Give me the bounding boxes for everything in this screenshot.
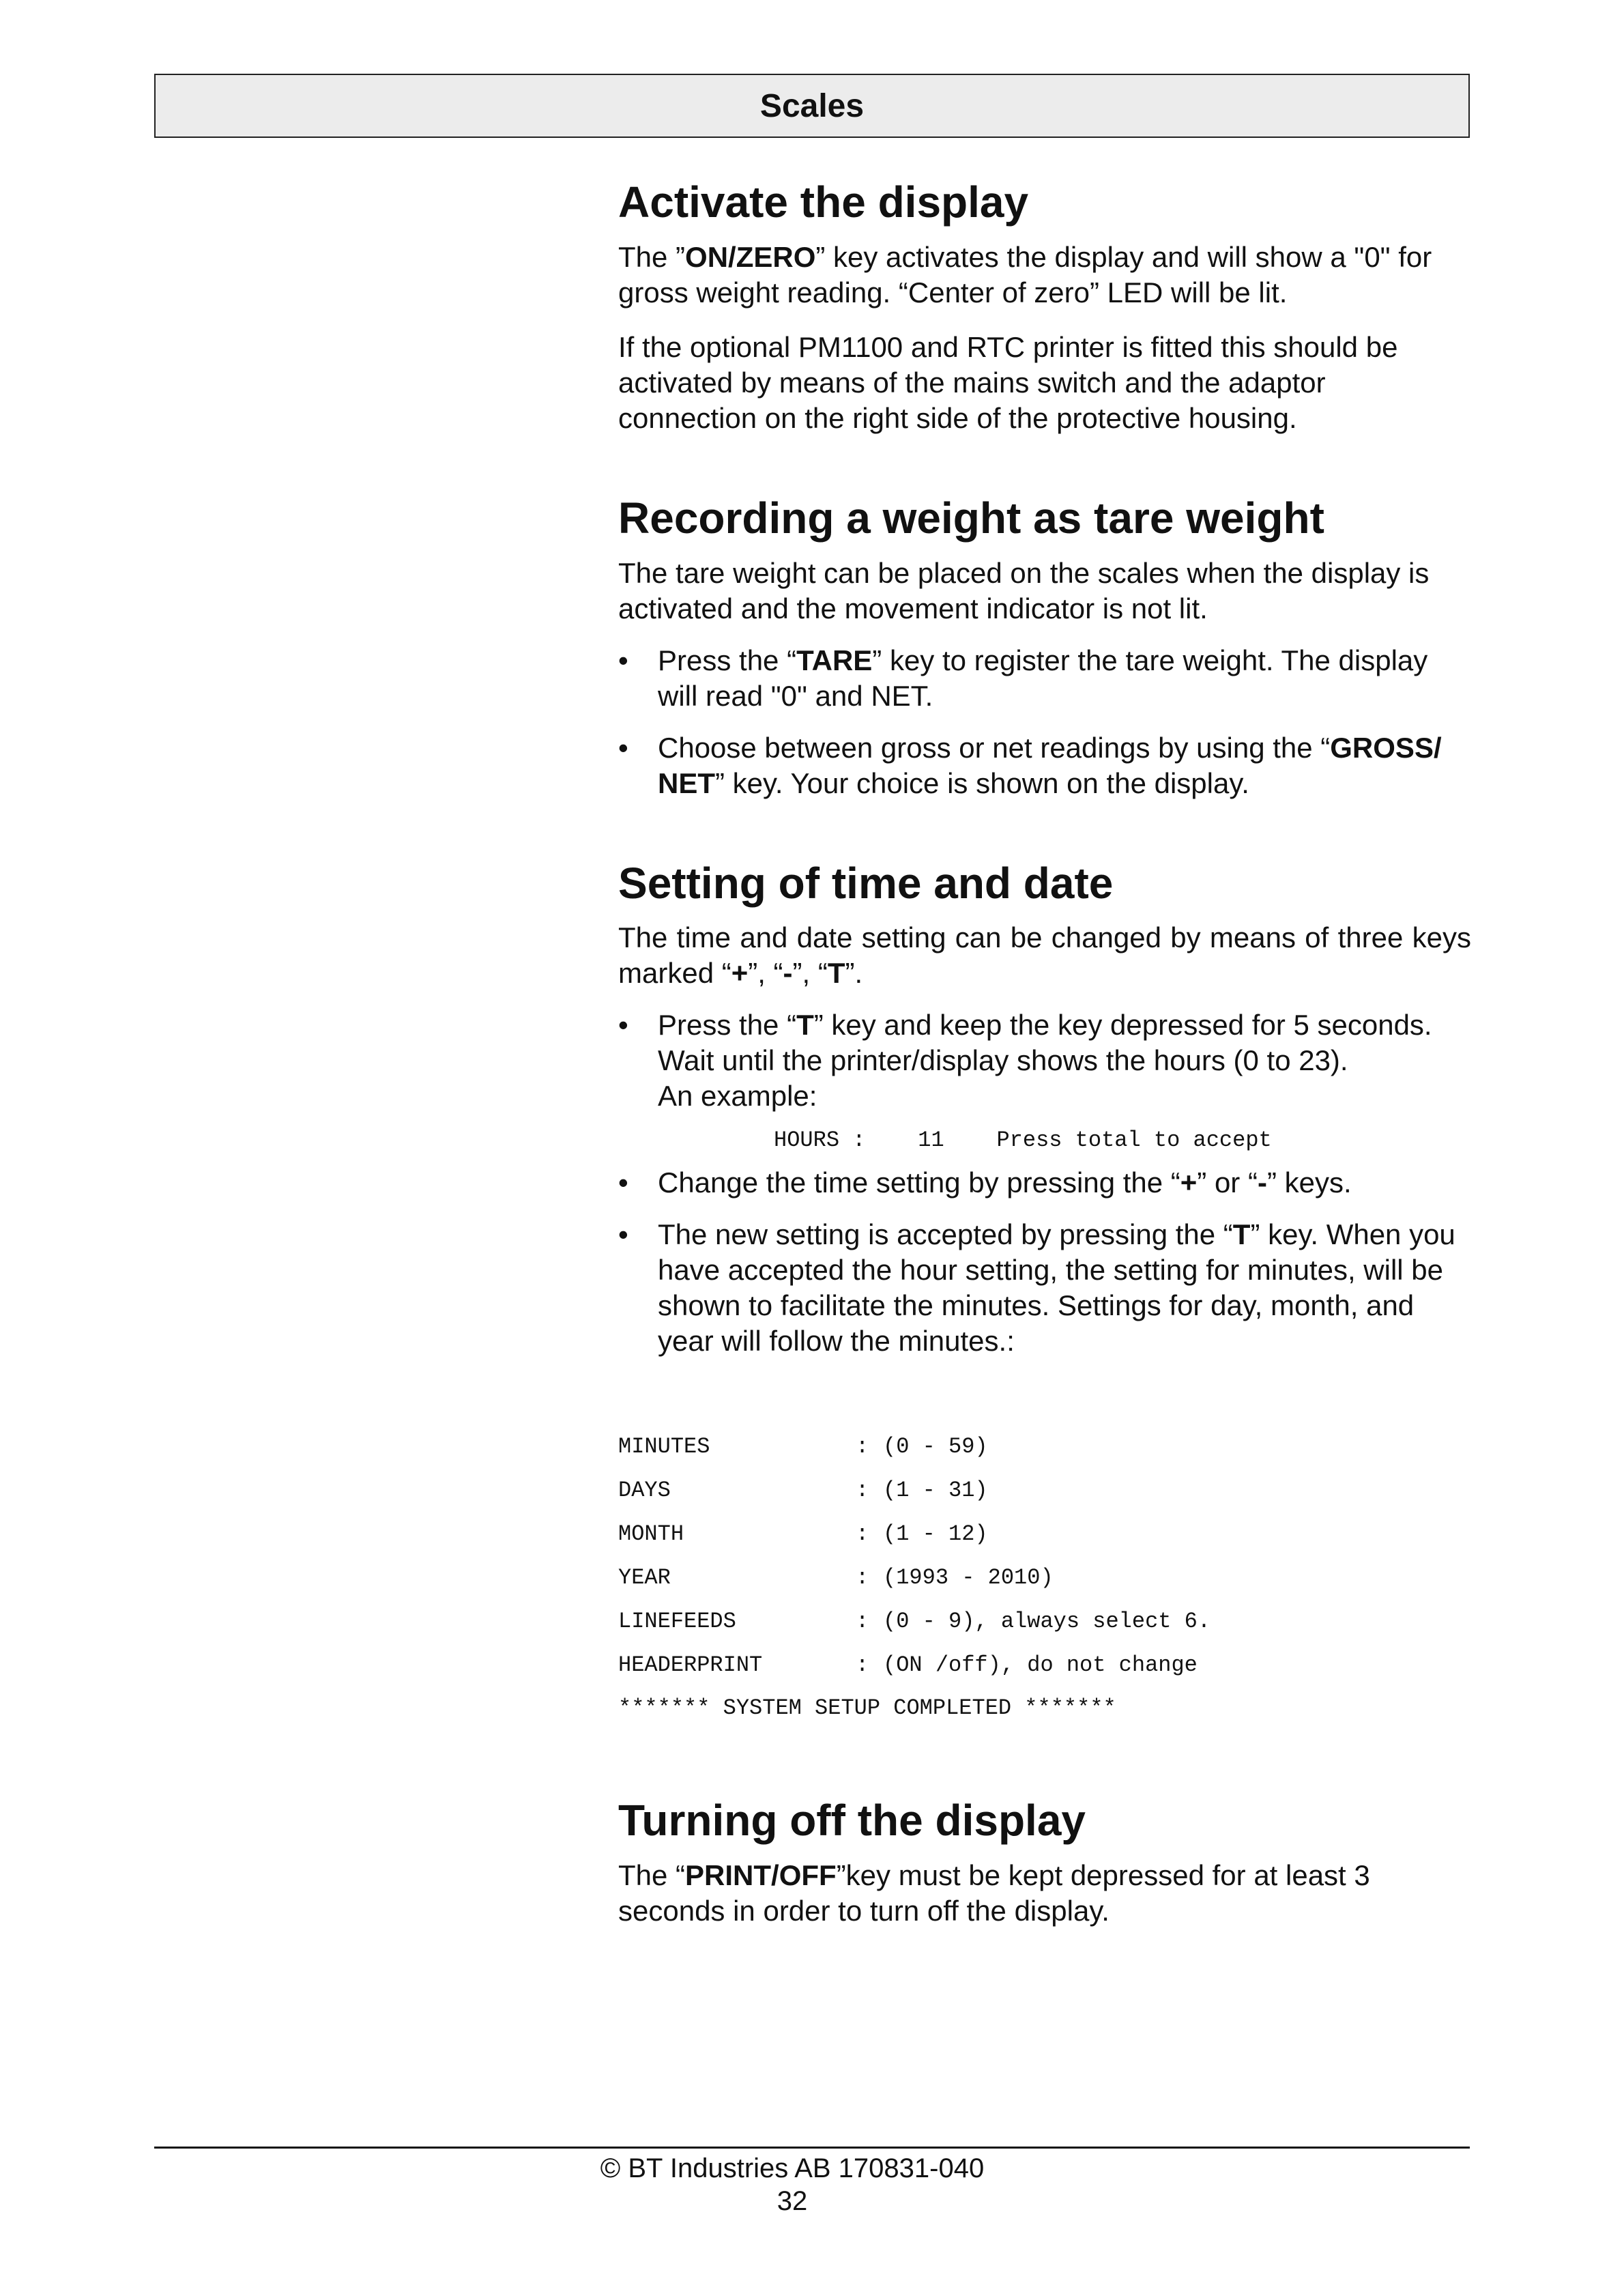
activate-display-paragraph: The ”ON/ZERO” key activates the display and will show a "0" for gross weight reading. “Center of zero” LED will be lit. xyxy=(618,240,1432,308)
list-item: • Choose between gross or net readings by using the “GROSS/ NET” key. Your choice is shown on the display. xyxy=(618,730,1471,801)
tare-bullet-list xyxy=(618,643,1471,801)
time-date-bullet-list xyxy=(618,1007,1471,1114)
header-title: Scales xyxy=(759,87,865,124)
section-title-tare-weight: Recording a weight as tare weight xyxy=(618,493,1324,543)
table-row: YEAR : (1993 - 2010) xyxy=(618,1564,1054,1590)
printer-paragraph: If the optional PM1100 and RTC printer is fitted this should be activated by means of the mains switch and the adaptor connection on the right side of the protective housing. xyxy=(618,330,1398,434)
section-title-time-date: Setting of time and date xyxy=(618,858,1114,908)
list-item: • The new setting is accepted by pressing the “T” key. When you have accepted the hour setting, the setting for minutes, will be shown to facilitate the minutes. Settings for day, month, and year will follow the minutes.: xyxy=(618,1217,1471,1359)
footer-copyright: © BT Industries AB 170831-040 xyxy=(600,2153,985,2183)
table-row: DAYS : (1 - 31) xyxy=(618,1477,988,1503)
setup-completed-line: ******* SYSTEM SETUP COMPLETED ******* xyxy=(618,1695,1116,1721)
page-number: 32 xyxy=(777,2186,808,2216)
table-row: MONTH : (1 - 12) xyxy=(618,1521,988,1547)
section-title-activate-display: Activate the display xyxy=(618,177,1029,227)
time-date-paragraph: The time and date setting can be changed by means of three keys marked “+”, “-”, “T”. xyxy=(618,921,1471,990)
settings-table xyxy=(618,1424,1210,1687)
table-row: MINUTES : (0 - 59) xyxy=(618,1433,988,1459)
list-item: • Press the “TARE” key to register the tare weight. The display will read "0" and NET. xyxy=(618,643,1471,714)
list-item: • Press the “T” key and keep the key depressed for 5 seconds. Wait until the printer/display shows the hours (0 to 23). An example: xyxy=(618,1007,1471,1114)
turn-off-paragraph: The “PRINT/OFF”key must be kept depressed for at least 3 seconds in order to turn off the display. xyxy=(618,1859,1370,1927)
list-item: • Change the time setting by pressing the “+” or “-” keys. xyxy=(618,1165,1471,1201)
page-content xyxy=(618,164,1471,1929)
hours-example: HOURS : 11 Press total to accept xyxy=(774,1128,1272,1153)
table-row: LINEFEEDS : (0 - 9), always select 6. xyxy=(618,1608,1211,1634)
time-date-bullet-list-2 xyxy=(618,1165,1471,1359)
section-title-turn-off-display: Turning off the display xyxy=(618,1796,1086,1846)
table-row: HEADERPRINT : (ON /off), do not change xyxy=(618,1652,1198,1678)
tare-weight-paragraph: The tare weight can be placed on the scales when the display is activated and the movement indicator is not lit. xyxy=(618,556,1430,625)
page-header xyxy=(154,74,1470,138)
footer-divider xyxy=(154,2147,1470,2149)
